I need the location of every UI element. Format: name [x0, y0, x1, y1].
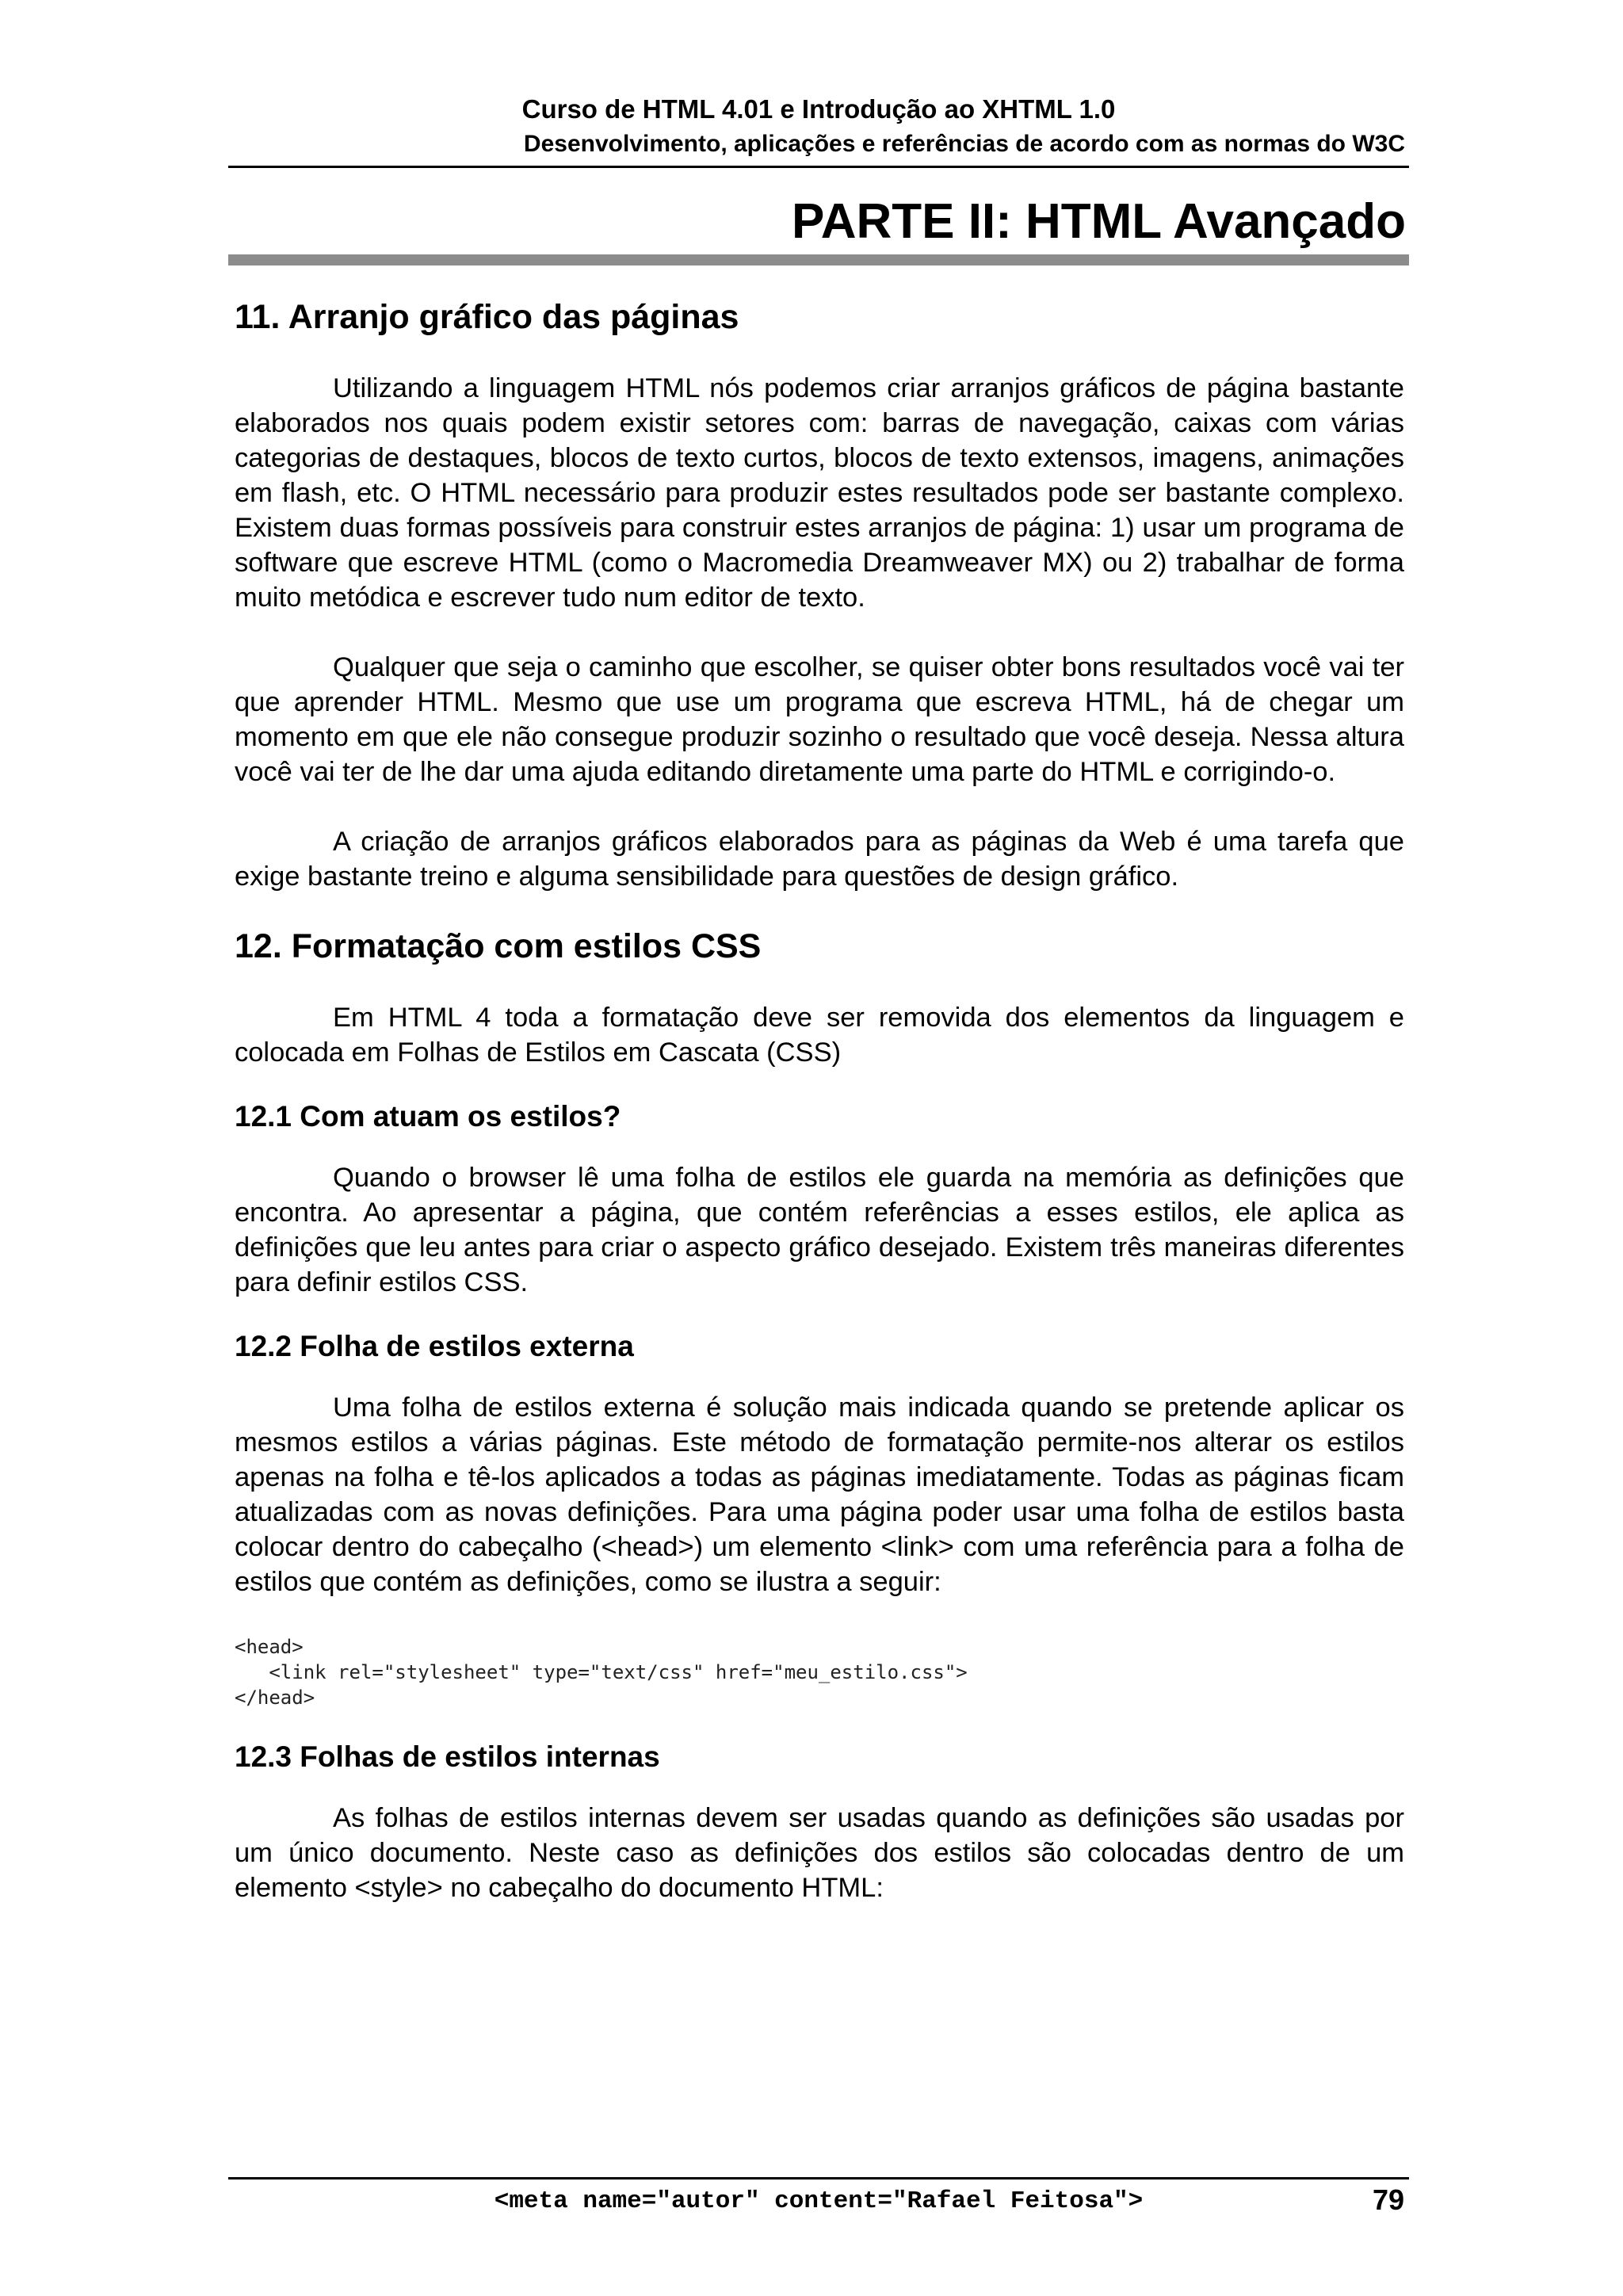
section-12-paragraph-1: Em HTML 4 toda a formatação deve ser removida dos elementos da linguagem e colocada em Folhas de Estilos em Cascata (CSS): [235, 1003, 1404, 1068]
section-12-3-paragraph-1: As folhas de estilos internas devem ser usadas quando as definições são usadas por um único documento. Neste caso as definições dos estilos são colocadas dentro de um elemento <style> no cabeçalho do documento HTML:: [235, 1803, 1404, 1903]
code-example-link-stylesheet: <head> <link rel="stylesheet" type="text/css" href="meu_estilo.css"> </head>: [235, 1636, 968, 1709]
section-12-3-heading: 12.3 Folhas de estilos internas: [235, 1740, 660, 1773]
section-12-heading: 12. Formatação com estilos CSS: [235, 927, 762, 965]
section-12-2-paragraph-1: Uma folha de estilos externa é solução mais indicada quando se pretende aplicar os mesmos estilos a várias páginas. Este método de formatação permite-nos alterar os estilos apenas na folha e tê-los aplicados a todas as páginas imediatamente. Todas as páginas ficam atualizadas com as novas definições. Para uma página poder usar uma folha de estilos basta colocar dentro do cabeçalho (<head>) um elemento <link> com uma referência para a folha de estilos que contém as definições, como se ilustra a seguir:: [235, 1392, 1404, 1597]
section-11-paragraph-2: Qualquer que seja o caminho que escolher, se quiser obter bons resultados você vai ter que aprender HTML. Mesmo que use um programa que escreva HTML, há de chegar um momento em que ele não consegue produzir sozinho o resultado que você deseja. Nessa altura você vai ter de lhe dar uma ajuda editando diretamente uma parte do HTML e corrigindo-o.: [235, 652, 1404, 787]
section-11-paragraph-3: A criação de arranjos gráficos elaborados para as páginas da Web é uma tarefa que exige bastante treino e alguma sensibilidade para questões de design gráfico.: [235, 827, 1404, 892]
document-page: [228, 0, 1409, 2296]
section-12-2-heading: 12.2 Folha de estilos externa: [235, 1330, 634, 1362]
header-rule: [228, 166, 1409, 168]
section-11-heading: 11. Arranjo gráfico das páginas: [235, 298, 739, 336]
section-12-1-heading: 12.1 Com atuam os estilos?: [235, 1100, 621, 1133]
section-11-paragraph-1: Utilizando a linguagem HTML nós podemos criar arranjos gráficos de página bastante elaborados nos quais podem existir setores com: barras de navegação, caixas com várias categorias de destaques, blocos de texto curtos, blocos de texto extensos, imagens, animações em flash, etc. O HTML necessário para produzir estes resultados pode ser bastante complexo. Existem duas formas possíveis para construir estes arranjos de página: 1) usar um programa de software que escreve HTML (como o Macromedia Dreamweaver MX) ou 2) trabalhar de forma muito metódica e escrever tudo num editor de texto.: [235, 373, 1404, 613]
section-12-1-paragraph-1: Quando o browser lê uma folha de estilos ele guarda na memória as definições que encontra. Ao apresentar a página, que contém referências a esses estilos, ele aplica as definições que leu antes para criar o aspecto gráfico desejado. Existem três maneiras diferentes para definir estilos CSS.: [235, 1163, 1404, 1297]
running-header-title: Curso de HTML 4.01 e Introdução ao XHTML 1.0: [521, 94, 1116, 124]
part-title: PARTE II: HTML Avançado: [791, 194, 1406, 249]
footer-rule: [228, 2177, 1409, 2179]
page-number: 79: [1372, 2183, 1404, 2216]
part-title-bar: [228, 254, 1409, 266]
footer-meta-tag: <meta name="autor" content="Rafael Feitosa">: [494, 2187, 1144, 2215]
running-header-subtitle: Desenvolvimento, aplicações e referências de acordo com as normas do W3C: [523, 131, 1405, 157]
page-body: [235, 292, 1404, 1905]
